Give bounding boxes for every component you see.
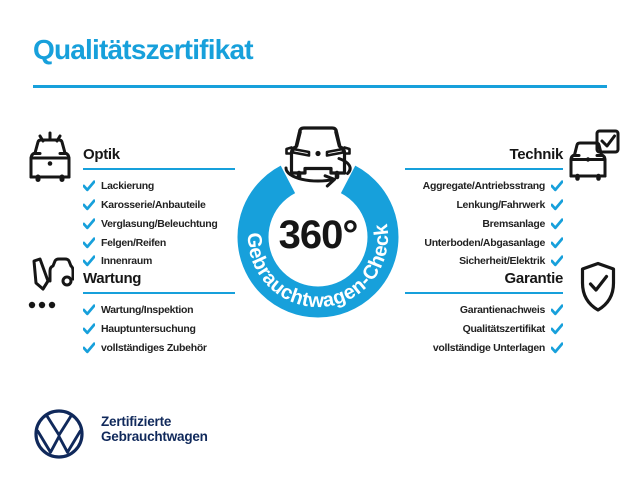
360-check-badge: [198, 115, 438, 345]
check-icon: [83, 237, 95, 249]
brand-line-2: Gebrauchtwagen: [101, 429, 208, 444]
check-icon: [83, 255, 95, 267]
check-icon: [551, 342, 563, 354]
check-icon: [551, 218, 563, 230]
item-label: Karosserie/Anbauteile: [101, 198, 206, 211]
item-label: Aggregate/Antriebsstrang: [422, 180, 545, 193]
brand-line-1: Zertifizierte: [101, 413, 172, 429]
item-label: Qualitätszertifikat: [462, 322, 545, 335]
item-label: Lackierung: [101, 180, 155, 193]
check-icon: [551, 323, 563, 335]
section-optik-title: Optik: [83, 146, 120, 163]
check-icon: [83, 304, 95, 316]
shield-check-icon: [578, 261, 618, 315]
item-label: vollständige Unterlagen: [432, 341, 545, 354]
item-label: Hauptuntersuchung: [101, 322, 196, 335]
service-checklist-icon: [24, 257, 74, 315]
check-icon: [83, 218, 95, 230]
brand-text: [101, 414, 208, 445]
item-label: vollständiges Zubehör: [101, 341, 207, 354]
check-icon: [551, 255, 563, 267]
check-icon: [83, 180, 95, 192]
item-label: Sicherheit/Elektrik: [459, 255, 545, 268]
check-icon: [83, 323, 95, 335]
check-icon: [551, 199, 563, 211]
check-icon: [551, 180, 563, 192]
vw-logo: [33, 408, 85, 460]
sparkling-car-icon: [26, 130, 74, 182]
item-label: Verglasung/Beleuchtung: [101, 217, 218, 230]
item-label: Lenkung/Fahrwerk: [456, 198, 545, 211]
title-divider: [33, 85, 607, 88]
badge-value: 360°: [278, 213, 358, 257]
item-label: Bremsanlage: [482, 217, 545, 230]
section-wartung-title: Wartung: [83, 270, 142, 287]
check-icon: [551, 304, 563, 316]
section-technik-title: Technik: [509, 146, 563, 163]
footer-brand: [33, 408, 208, 460]
item-label: Innenraum: [101, 255, 152, 268]
item-label: Garantienachweis: [459, 304, 545, 317]
section-garantie-title: Garantie: [504, 270, 563, 287]
check-icon: [83, 342, 95, 354]
item-label: Felgen/Reifen: [101, 236, 166, 249]
ring-label-text: Gebrauchtwagen-Check: [242, 222, 394, 313]
item-label: Wartung/Inspektion: [101, 304, 194, 317]
page-title: Qualitätszertifikat: [33, 34, 253, 65]
item-label: Unterboden/Abgasanlage: [424, 236, 545, 249]
check-icon: [551, 237, 563, 249]
check-icon: [83, 199, 95, 211]
car-checkbox-icon: [566, 128, 622, 182]
